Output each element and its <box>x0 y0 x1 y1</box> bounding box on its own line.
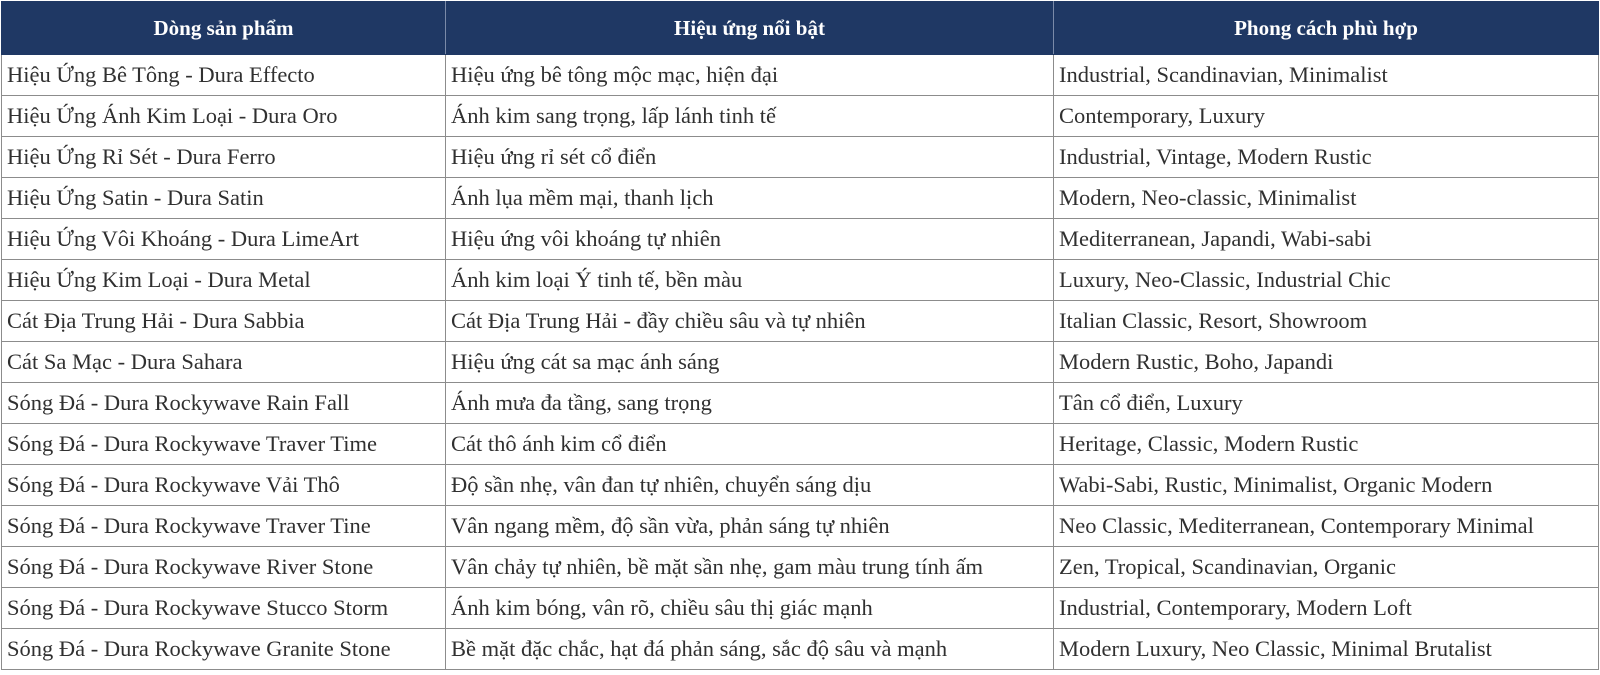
cell-product-line: Hiệu Ứng Kim Loại - Dura Metal <box>2 260 446 301</box>
cell-product-line: Sóng Đá - Dura Rockywave Traver Tine <box>2 506 446 547</box>
cell-suitable-style: Industrial, Scandinavian, Minimalist <box>1054 55 1599 96</box>
table-body <box>2 55 1599 670</box>
table-row <box>2 219 1599 260</box>
cell-highlight-effect: Hiệu ứng rỉ sét cổ điển <box>446 137 1054 178</box>
table-row <box>2 96 1599 137</box>
cell-product-line: Hiệu Ứng Ánh Kim Loại - Dura Oro <box>2 96 446 137</box>
cell-suitable-style: Modern Rustic, Boho, Japandi <box>1054 342 1599 383</box>
cell-product-line: Hiệu Ứng Rỉ Sét - Dura Ferro <box>2 137 446 178</box>
table-row <box>2 588 1599 629</box>
table-row <box>2 342 1599 383</box>
table-row <box>2 178 1599 219</box>
table-row <box>2 424 1599 465</box>
cell-highlight-effect: Ánh mưa đa tầng, sang trọng <box>446 383 1054 424</box>
cell-suitable-style: Contemporary, Luxury <box>1054 96 1599 137</box>
product-table <box>1 1 1599 670</box>
cell-suitable-style: Modern Luxury, Neo Classic, Minimal Brutalist <box>1054 629 1599 670</box>
cell-highlight-effect: Bề mặt đặc chắc, hạt đá phản sáng, sắc độ sâu và mạnh <box>446 629 1054 670</box>
table-row <box>2 301 1599 342</box>
cell-highlight-effect: Ánh kim sang trọng, lấp lánh tinh tế <box>446 96 1054 137</box>
cell-suitable-style: Heritage, Classic, Modern Rustic <box>1054 424 1599 465</box>
cell-suitable-style: Luxury, Neo-Classic, Industrial Chic <box>1054 260 1599 301</box>
header-highlight-effect: Hiệu ứng nổi bật <box>446 2 1054 55</box>
table-header <box>2 2 1599 55</box>
cell-highlight-effect: Cát thô ánh kim cổ điển <box>446 424 1054 465</box>
cell-product-line: Sóng Đá - Dura Rockywave Stucco Storm <box>2 588 446 629</box>
cell-product-line: Cát Địa Trung Hải - Dura Sabbia <box>2 301 446 342</box>
cell-highlight-effect: Vân chảy tự nhiên, bề mặt sần nhẹ, gam màu trung tính ấm <box>446 547 1054 588</box>
cell-product-line: Cát Sa Mạc - Dura Sahara <box>2 342 446 383</box>
table-row <box>2 465 1599 506</box>
cell-suitable-style: Zen, Tropical, Scandinavian, Organic <box>1054 547 1599 588</box>
cell-product-line: Sóng Đá - Dura Rockywave Traver Time <box>2 424 446 465</box>
cell-highlight-effect: Ánh kim loại Ý tinh tế, bền màu <box>446 260 1054 301</box>
cell-highlight-effect: Hiệu ứng cát sa mạc ánh sáng <box>446 342 1054 383</box>
table-row <box>2 137 1599 178</box>
header-suitable-style: Phong cách phù hợp <box>1054 2 1599 55</box>
cell-product-line: Hiệu Ứng Bê Tông - Dura Effecto <box>2 55 446 96</box>
cell-product-line: Sóng Đá - Dura Rockywave River Stone <box>2 547 446 588</box>
cell-suitable-style: Industrial, Contemporary, Modern Loft <box>1054 588 1599 629</box>
table-row <box>2 506 1599 547</box>
table-row <box>2 547 1599 588</box>
cell-highlight-effect: Ánh kim bóng, vân rõ, chiều sâu thị giác mạnh <box>446 588 1054 629</box>
cell-highlight-effect: Hiệu ứng bê tông mộc mạc, hiện đại <box>446 55 1054 96</box>
table-row <box>2 55 1599 96</box>
cell-suitable-style: Modern, Neo-classic, Minimalist <box>1054 178 1599 219</box>
cell-suitable-style: Neo Classic, Mediterranean, Contemporary Minimal <box>1054 506 1599 547</box>
cell-suitable-style: Italian Classic, Resort, Showroom <box>1054 301 1599 342</box>
cell-highlight-effect: Ánh lụa mềm mại, thanh lịch <box>446 178 1054 219</box>
cell-highlight-effect: Độ sần nhẹ, vân đan tự nhiên, chuyển sáng dịu <box>446 465 1054 506</box>
cell-product-line: Sóng Đá - Dura Rockywave Rain Fall <box>2 383 446 424</box>
table-row <box>2 629 1599 670</box>
table-row <box>2 383 1599 424</box>
cell-suitable-style: Industrial, Vintage, Modern Rustic <box>1054 137 1599 178</box>
cell-suitable-style: Tân cổ điển, Luxury <box>1054 383 1599 424</box>
header-row <box>2 2 1599 55</box>
cell-highlight-effect: Vân ngang mềm, độ sần vừa, phản sáng tự nhiên <box>446 506 1054 547</box>
cell-product-line: Sóng Đá - Dura Rockywave Vải Thô <box>2 465 446 506</box>
table-row <box>2 260 1599 301</box>
cell-suitable-style: Mediterranean, Japandi, Wabi-sabi <box>1054 219 1599 260</box>
cell-product-line: Hiệu Ứng Satin - Dura Satin <box>2 178 446 219</box>
cell-suitable-style: Wabi-Sabi, Rustic, Minimalist, Organic Modern <box>1054 465 1599 506</box>
cell-product-line: Hiệu Ứng Vôi Khoáng - Dura LimeArt <box>2 219 446 260</box>
cell-highlight-effect: Cát Địa Trung Hải - đầy chiều sâu và tự nhiên <box>446 301 1054 342</box>
header-product-line: Dòng sản phẩm <box>2 2 446 55</box>
cell-product-line: Sóng Đá - Dura Rockywave Granite Stone <box>2 629 446 670</box>
cell-highlight-effect: Hiệu ứng vôi khoáng tự nhiên <box>446 219 1054 260</box>
